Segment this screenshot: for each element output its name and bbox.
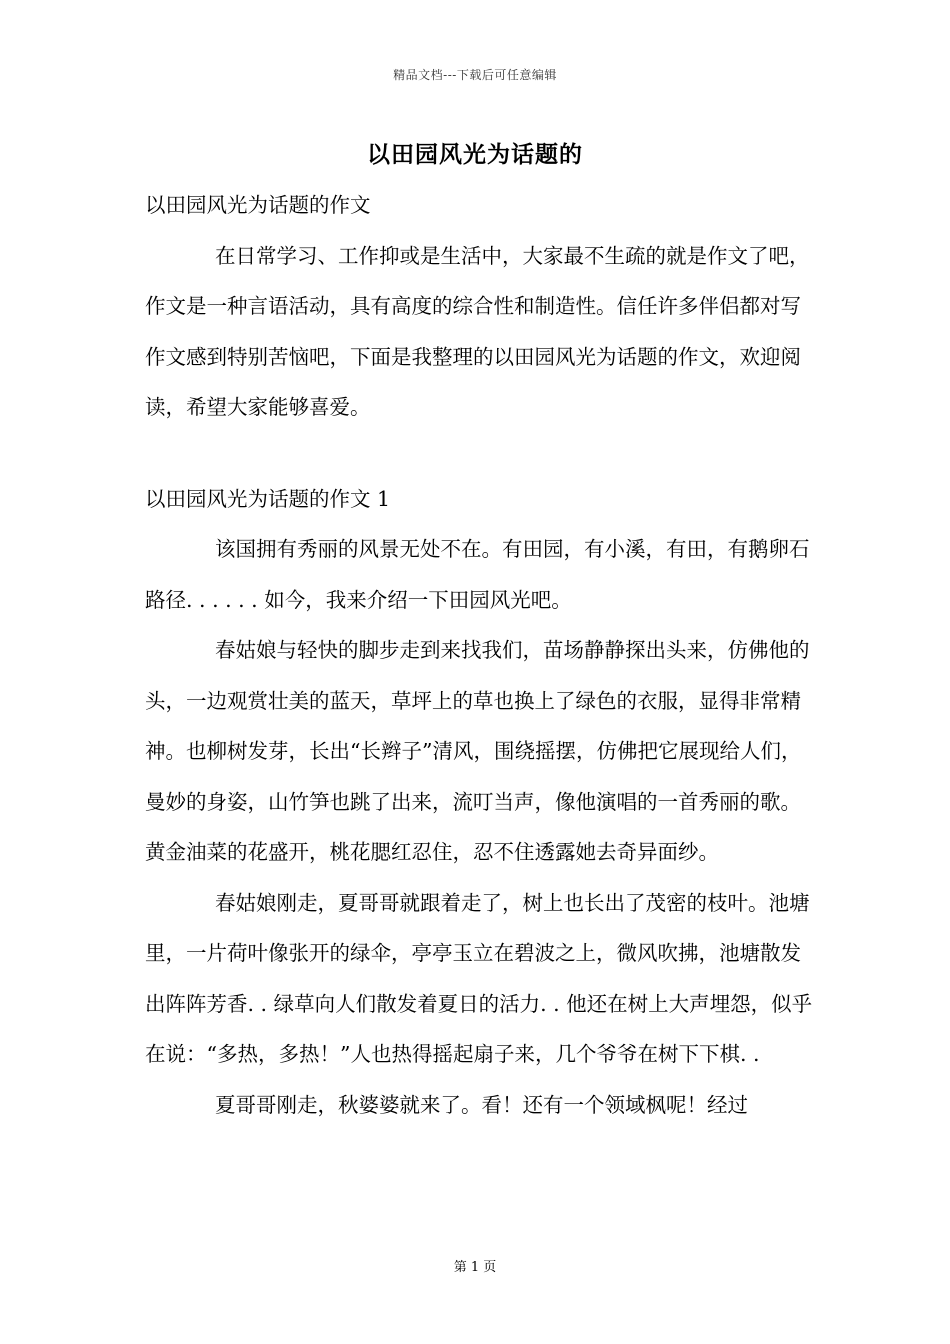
body-paragraph: 该国拥有秀丽的风景无处不在。有田园，有小溪，有田，有鹅卵石路径. . . . . . 如今，我来介绍一下田园风光吧。 (145, 537, 810, 612)
body-paragraph: 夏哥哥刚走，秋婆婆就来了。看！还有一个领域枫呢！经过 (215, 1092, 748, 1117)
document-body (145, 180, 815, 1130)
body-paragraph: 春姑娘刚走，夏哥哥就跟着走了，树上也长出了茂密的枝叶。池塘里，一片荷叶像张开的绿伞，亭亭玉立在碧波之上，微风吹拂，池塘散发出阵阵芳香. . 绿草向人们散发着夏日的活力. . 他还在树上大声埋怨，似乎在说：“多热，多热！”人也热得摇起扇子来，几个爷爷在树下下棋. . (145, 890, 813, 1066)
document-title: 以田园风光为话题的 (367, 141, 583, 168)
section-heading: 以田园风光为话题的作文 1 (145, 486, 391, 511)
body-paragraph: 春姑娘与轻快的脚步走到来找我们，苗场静静探出头来，仿佛他的头，一边观赏壮美的蓝天，草坪上的草也换上了绿色的衣服，显得非常精神。也柳树发芽，长出“长辫子”清风，围绕摇摆，仿佛把它展现给人们，曼妙的身姿，山竹笋也跳了出来，流叮当声，像他演唱的一首秀丽的歌。黄金油菜的花盛开，桃花腮红忍住，忍不住透露她去奇异面纱。 (145, 638, 810, 864)
page-header: 精品文档---下载后可任意编辑 (393, 68, 557, 82)
page-number: 第 1 页 (453, 1260, 497, 1275)
intro-paragraph: 在日常学习、工作抑或是生活中，大家最不生疏的就是作文了吧，作文是一种言语活动，具有高度的综合性和制造性。信任许多伴侣都对写作文感到特别苦恼吧，下面是我整理的以田园风光为话题的作文，欢迎阅读，希望大家能够喜爱。 (145, 243, 810, 419)
document-subtitle: 以田园风光为话题的作文 (145, 193, 371, 217)
